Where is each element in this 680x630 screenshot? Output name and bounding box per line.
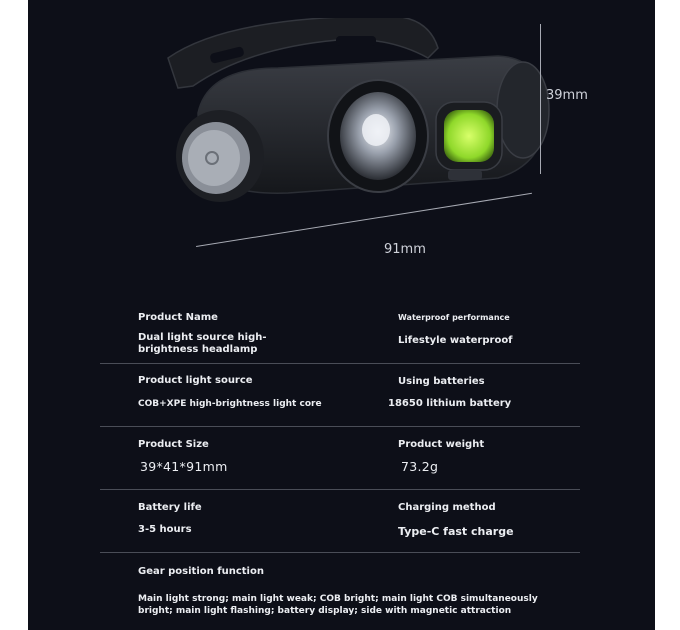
height-dimension-label: 39mm [546, 88, 588, 103]
light-source-label: Product light source [138, 375, 253, 386]
gear-label: Gear position function [138, 566, 264, 577]
size-label: Product Size [138, 439, 209, 450]
divider-3 [100, 489, 580, 490]
batteries-label: Using batteries [398, 376, 485, 387]
light-source-value: COB+XPE high-brightness light core [138, 399, 322, 409]
waterproof-value: Lifestyle waterproof [398, 335, 513, 346]
weight-label: Product weight [398, 439, 485, 450]
divider-1 [100, 363, 580, 364]
batteries-value: 18650 lithium battery [388, 398, 512, 409]
divider-2 [100, 426, 580, 427]
product-name-value: Dual light source high-brightness headlamp [138, 332, 267, 355]
height-dimension-line [540, 24, 541, 174]
charging-label: Charging method [398, 502, 496, 513]
charging-value: Type-C fast charge [398, 525, 514, 538]
battery-life-value: 3-5 hours [138, 524, 192, 535]
product-name-label: Product Name [138, 312, 218, 323]
headlamp-image [138, 18, 558, 218]
weight-value: 73.2g [401, 459, 439, 474]
length-dimension-label: 91mm [384, 242, 426, 257]
battery-life-label: Battery life [138, 502, 202, 513]
size-value: 39*41*91mm [140, 459, 228, 474]
waterproof-label: Waterproof performance [398, 313, 510, 322]
divider-4 [100, 552, 580, 553]
product-panel [28, 0, 655, 630]
gear-value: Main light strong; main light weak; COB bright; main light COB simultaneously bright; main light flashing; battery display; side with magnetic attraction [138, 594, 538, 616]
